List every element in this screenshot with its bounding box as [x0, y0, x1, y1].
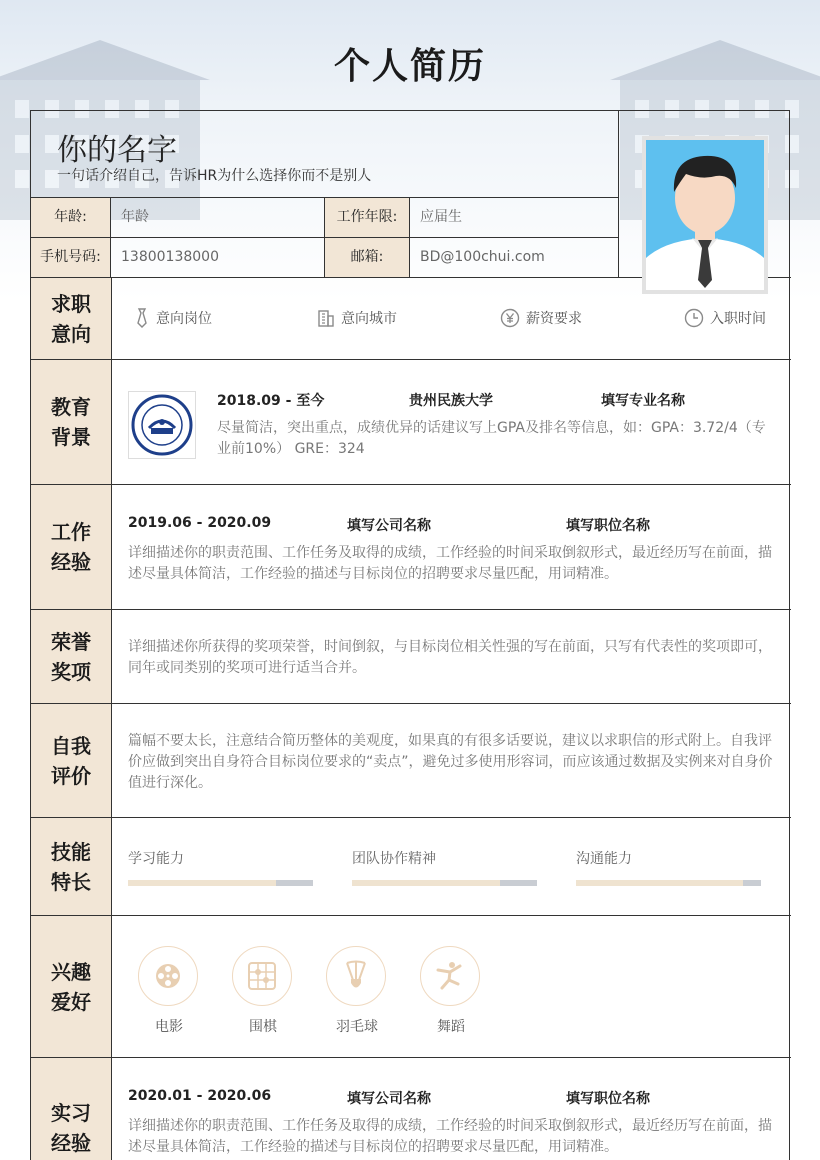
intent-position: 意向岗位: [134, 308, 212, 328]
work-desc: 详细描述你的职责范围、工作任务及取得的成绩，工作经验的时间采取倒叙形式，最近经历写在前面，描述尽量具体简洁，工作经验的描述与目标岗位的招聘要求尽量匹配，用词精准。: [128, 545, 772, 582]
section-title-education: 教育背景: [51, 395, 91, 449]
skill-bar: [576, 880, 761, 886]
hobby-name: 舞蹈: [437, 1019, 465, 1035]
section-hobbies: [31, 916, 791, 1058]
profile-slogan: 一句话介绍自己，告诉HR为什么选择你而不是别人: [57, 168, 372, 184]
work-company: 填写公司名称: [347, 518, 431, 534]
profile-name: 你的名字: [57, 133, 177, 168]
internship-company: 填写公司名称: [347, 1091, 431, 1107]
intent-start-date: 入职时间: [684, 308, 766, 328]
photo-area: [619, 111, 791, 278]
work-years-label: 工作年限:: [325, 198, 410, 237]
work-years-value: 应届生: [420, 209, 462, 225]
skill-item: [352, 848, 537, 886]
skill-bar-fill: [576, 880, 743, 886]
resume-table: [30, 110, 790, 1160]
education-period: 2018.09 - 至今: [217, 393, 325, 409]
email-value: BD@100chui.com: [420, 249, 545, 265]
intent-city: 意向城市: [317, 308, 397, 328]
section-honors: [31, 610, 791, 704]
building-icon: [317, 309, 335, 327]
self-eval-desc: 篇幅不要太长，注意结合简历整体的美观度，如果真的有很多话要说，建议以求职信的形式附上。自我评价应做到突出自身符合目标岗位要求的“卖点”，避免过多使用形容词，而应该通过数据及实例来对自身价值进行深化。: [128, 733, 773, 791]
section-title-self-eval: 自我评价: [51, 733, 91, 788]
page-title: 个人简历: [333, 46, 486, 87]
work-position: 填写职位名称: [566, 518, 650, 534]
section-work: [31, 485, 791, 610]
avatar: [642, 136, 768, 294]
section-education: [31, 360, 791, 485]
hobby-item: [420, 946, 482, 1036]
name-box: [31, 111, 619, 198]
skill-name: 团队协作精神: [352, 851, 436, 867]
hobby-item: [232, 946, 294, 1036]
section-self-eval: [31, 704, 791, 818]
phone-label: 手机号码:: [31, 238, 111, 277]
section-title-intent: 求职意向: [51, 291, 91, 346]
shuttlecock-icon: [341, 960, 371, 992]
section-title-work: 工作经验: [51, 520, 91, 574]
skill-bar-fill: [352, 880, 500, 886]
clock-icon: [684, 308, 704, 328]
internship-period: 2020.01 - 2020.06: [128, 1088, 272, 1104]
hobby-item: [138, 946, 200, 1036]
go-board-icon: [246, 960, 278, 992]
info-row-1: [31, 198, 619, 238]
tie-icon: [134, 308, 150, 328]
skill-name: 学习能力: [128, 851, 184, 867]
age-value: 年龄: [111, 198, 325, 237]
section-job-intent: [31, 278, 791, 360]
section-title-internship: 实习经验: [51, 1101, 91, 1155]
education-major: 填写专业名称: [601, 393, 685, 409]
film-reel-icon: [153, 961, 183, 991]
skill-bar: [352, 880, 537, 886]
skill-item: [576, 848, 761, 886]
hobby-name: 电影: [155, 1019, 183, 1035]
section-title-honors: 荣誉奖项: [51, 629, 91, 684]
skill-item: [128, 848, 313, 886]
internship-position: 填写职位名称: [566, 1091, 650, 1107]
section-internship: [31, 1058, 791, 1160]
hobby-item: [326, 946, 388, 1036]
age-label: 年龄:: [31, 198, 111, 237]
hobby-name: 羽毛球: [336, 1019, 378, 1035]
work-period: 2019.06 - 2020.09: [128, 515, 272, 531]
section-title-skills: 技能特长: [51, 839, 91, 894]
yen-icon: [500, 308, 520, 328]
skill-bar-fill: [128, 880, 276, 886]
phone-value: 13800138000: [111, 238, 325, 277]
dancer-icon: [434, 960, 466, 992]
section-title-hobbies: 兴趣爱好: [51, 959, 91, 1014]
email-label: 邮箱:: [325, 238, 410, 277]
education-school: 贵州民族大学: [409, 393, 493, 409]
skill-name: 沟通能力: [576, 851, 632, 867]
education-desc: 尽量简洁，突出重点，成绩优异的话建议写上GPA及排名等信息，如：GPA：3.72/4（专业前10%） GRE：324: [217, 420, 766, 457]
hobby-name: 围棋: [249, 1019, 277, 1035]
university-logo: [128, 391, 196, 459]
skill-bar: [128, 880, 313, 886]
intent-salary: 薪资要求: [500, 308, 582, 328]
section-skills: [31, 818, 791, 916]
info-row-2: [31, 238, 619, 278]
honors-desc: 详细描述你所获得的奖项荣誉，时间倒叙，与目标岗位相关性强的写在前面，只写有代表性的奖项即可，同年或同类别的奖项可进行适当合并。: [128, 639, 772, 676]
profile-header: [31, 111, 791, 278]
internship-desc: 详细描述你的职责范围、工作任务及取得的成绩，工作经验的时间采取倒叙形式，最近经历写在前面，描述尽量具体简洁，工作经验的描述与目标岗位的招聘要求尽量匹配，用词精准。: [128, 1118, 772, 1155]
